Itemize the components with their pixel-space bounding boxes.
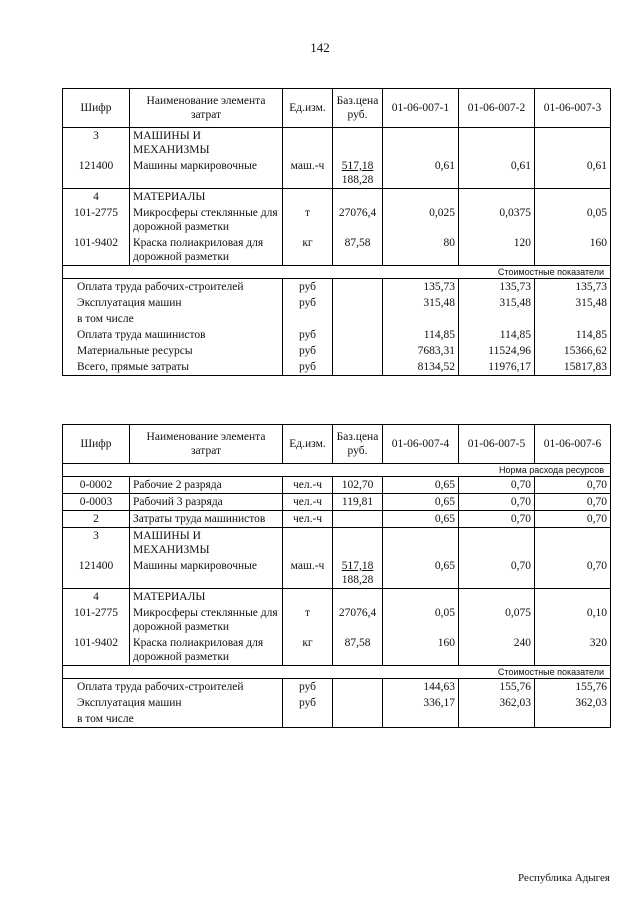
subheading-row — [63, 464, 611, 477]
table-row — [63, 235, 611, 266]
row-value-1: 0,65 — [383, 511, 459, 528]
section-code: 3 — [63, 128, 130, 159]
price-main: 517,18 — [341, 560, 374, 572]
row-value-2: 0,70 — [459, 511, 535, 528]
row-code: 121400 — [63, 158, 130, 189]
row-unit: маш.-ч — [283, 158, 333, 189]
row-value-2: 0,075 — [459, 605, 535, 635]
row-code: 101-2775 — [63, 605, 130, 635]
col-norm-2-header: 01-06-007-2 — [459, 89, 535, 128]
section-heading-row — [63, 128, 611, 159]
cost-row — [63, 279, 611, 296]
cost-value-3: 155,76 — [535, 679, 611, 696]
col-norm-6-header: 01-06-007-6 — [535, 425, 611, 464]
cost-value-1: 336,17 — [383, 695, 459, 711]
row-value-3: 0,10 — [535, 605, 611, 635]
cost-unit: руб — [283, 679, 333, 696]
footer-region: Республика Адыгея — [517, 872, 610, 884]
section-title: МАШИНЫ И МЕХАНИЗМЫ — [130, 528, 283, 559]
cost-row — [63, 343, 611, 359]
section-heading-row — [63, 589, 611, 606]
cost-value-2 — [459, 711, 535, 728]
row-value-3: 320 — [535, 635, 611, 666]
cost-value-3: 315,48 — [535, 295, 611, 311]
subheading-row — [63, 666, 611, 679]
table-row — [63, 494, 611, 511]
cost-value-3: 15366,62 — [535, 343, 611, 359]
section-title: МАТЕРИАЛЫ — [130, 189, 283, 206]
row-value-2: 0,70 — [459, 477, 535, 494]
page-number: 142 — [310, 40, 330, 55]
col-norm-1-header: 01-06-007-1 — [383, 89, 459, 128]
row-name: Краска полиакриловая для дорожной разметки — [130, 235, 283, 266]
row-value-2: 0,70 — [459, 494, 535, 511]
col-norm-5-header: 01-06-007-5 — [459, 425, 535, 464]
col-code-header: Шифр — [63, 425, 130, 464]
price-main: 517,18 — [341, 160, 374, 172]
row-code: 0-0003 — [63, 494, 130, 511]
cost-name: Оплата труда рабочих-строителей — [63, 279, 283, 296]
row-value-3: 0,70 — [535, 558, 611, 589]
col-price-header: Баз.цена руб. — [333, 425, 383, 464]
table-row — [63, 158, 611, 189]
cost-unit: руб — [283, 295, 333, 311]
cost-name: Оплата труда рабочих-строителей — [63, 679, 283, 696]
row-unit: т — [283, 605, 333, 635]
cost-value-2: 155,76 — [459, 679, 535, 696]
row-name: Микросферы стеклянные для дорожной разметки — [130, 605, 283, 635]
cost-value-1: 114,85 — [383, 327, 459, 343]
row-code: 2 — [63, 511, 130, 528]
row-price: 119,81 — [333, 494, 383, 511]
section-title: МАШИНЫ И МЕХАНИЗМЫ — [130, 128, 283, 159]
cost-value-3: 114,85 — [535, 327, 611, 343]
col-code-header: Шифр — [63, 89, 130, 128]
col-unit-header: Ед.изм. — [283, 425, 333, 464]
row-value-1: 80 — [383, 235, 459, 266]
row-price: 27076,4 — [333, 205, 383, 235]
cost-row — [63, 359, 611, 376]
row-name: Микросферы стеклянные для дорожной разметки — [130, 205, 283, 235]
row-name: Машины маркировочные — [130, 158, 283, 189]
row-unit: маш.-ч — [283, 558, 333, 589]
table-row — [63, 635, 611, 666]
cost-value-3 — [535, 711, 611, 728]
cost-value-2: 315,48 — [459, 295, 535, 311]
cost-row — [63, 311, 611, 327]
row-price — [333, 558, 383, 589]
cost-value-2: 11976,17 — [459, 359, 535, 376]
row-name: Машины маркировочные — [130, 558, 283, 589]
row-name: Рабочие 2 разряда — [130, 477, 283, 494]
subheading-row — [63, 266, 611, 279]
section-code: 4 — [63, 189, 130, 206]
row-value-1: 0,65 — [383, 558, 459, 589]
cost-value-2: 114,85 — [459, 327, 535, 343]
cost-unit — [283, 311, 333, 327]
cost-value-1 — [383, 311, 459, 327]
cost-unit: руб — [283, 343, 333, 359]
row-unit: кг — [283, 235, 333, 266]
row-value-2: 0,70 — [459, 558, 535, 589]
section-code: 3 — [63, 528, 130, 559]
cost-name: Эксплуатация машин — [63, 695, 283, 711]
cost-indicators-label: Стоимостные показатели — [63, 266, 611, 279]
cost-name: Всего, прямые затраты — [63, 359, 283, 376]
cost-indicators-label: Стоимостные показатели — [63, 666, 611, 679]
row-code: 121400 — [63, 558, 130, 589]
row-price: 27076,4 — [333, 605, 383, 635]
cost-value-3: 362,03 — [535, 695, 611, 711]
row-name: Краска полиакриловая для дорожной разметки — [130, 635, 283, 666]
cost-value-1: 8134,52 — [383, 359, 459, 376]
row-unit: чел.-ч — [283, 477, 333, 494]
row-code: 101-9402 — [63, 635, 130, 666]
col-unit-header: Ед.изм. — [283, 89, 333, 128]
row-unit: кг — [283, 635, 333, 666]
row-value-2: 0,61 — [459, 158, 535, 189]
table-header-row — [63, 425, 611, 464]
cost-row — [63, 295, 611, 311]
cost-name: Оплата труда машинистов — [63, 327, 283, 343]
section-code: 4 — [63, 589, 130, 606]
row-name: Затраты труда машинистов — [130, 511, 283, 528]
row-price: 102,70 — [333, 477, 383, 494]
row-value-1: 0,025 — [383, 205, 459, 235]
row-value-3: 0,70 — [535, 511, 611, 528]
section-heading-row — [63, 189, 611, 206]
cost-unit: руб — [283, 279, 333, 296]
row-value-3: 0,05 — [535, 205, 611, 235]
col-name-header: Наименование элемента затрат — [130, 89, 283, 128]
row-value-1: 0,65 — [383, 477, 459, 494]
cost-name: Материальные ресурсы — [63, 343, 283, 359]
row-name: Рабочий 3 разряда — [130, 494, 283, 511]
row-code: 101-9402 — [63, 235, 130, 266]
cost-value-2: 135,73 — [459, 279, 535, 296]
norms-table-1 — [62, 88, 611, 376]
cost-row — [63, 679, 611, 696]
cost-value-3: 15817,83 — [535, 359, 611, 376]
row-price: 87,58 — [333, 235, 383, 266]
cost-unit: руб — [283, 695, 333, 711]
row-unit: чел.-ч — [283, 494, 333, 511]
table-header-row — [63, 89, 611, 128]
row-value-1: 0,05 — [383, 605, 459, 635]
row-code: 101-2775 — [63, 205, 130, 235]
norms-table-2 — [62, 424, 611, 728]
table-row — [63, 477, 611, 494]
cost-value-3: 135,73 — [535, 279, 611, 296]
row-value-2: 240 — [459, 635, 535, 666]
cost-name: в том числе — [63, 711, 283, 728]
cost-value-2: 11524,96 — [459, 343, 535, 359]
row-unit: чел.-ч — [283, 511, 333, 528]
cost-value-2 — [459, 311, 535, 327]
col-norm-3-header: 01-06-007-3 — [535, 89, 611, 128]
row-price — [333, 158, 383, 189]
cost-unit — [283, 711, 333, 728]
cost-value-1: 315,48 — [383, 295, 459, 311]
cost-value-1: 144,63 — [383, 679, 459, 696]
row-value-2: 0,0375 — [459, 205, 535, 235]
row-value-3: 0,61 — [535, 158, 611, 189]
row-price — [333, 511, 383, 528]
cost-value-2: 362,03 — [459, 695, 535, 711]
row-value-3: 160 — [535, 235, 611, 266]
cost-name: Эксплуатация машин — [63, 295, 283, 311]
section-title: МАТЕРИАЛЫ — [130, 589, 283, 606]
cost-value-3 — [535, 311, 611, 327]
col-norm-4-header: 01-06-007-4 — [383, 425, 459, 464]
row-price: 87,58 — [333, 635, 383, 666]
cost-value-1: 7683,31 — [383, 343, 459, 359]
cost-value-1 — [383, 711, 459, 728]
row-value-1: 160 — [383, 635, 459, 666]
row-code: 0-0002 — [63, 477, 130, 494]
price-secondary: 188,28 — [341, 174, 374, 186]
col-name-header: Наименование элемента затрат — [130, 425, 283, 464]
cost-name: в том числе — [63, 311, 283, 327]
price-secondary: 188,28 — [341, 574, 374, 586]
table-row — [63, 205, 611, 235]
cost-row — [63, 327, 611, 343]
row-unit: т — [283, 205, 333, 235]
row-value-2: 120 — [459, 235, 535, 266]
row-value-3: 0,70 — [535, 477, 611, 494]
cost-row — [63, 695, 611, 711]
cost-unit: руб — [283, 359, 333, 376]
col-price-header: Баз.цена руб. — [333, 89, 383, 128]
row-value-1: 0,61 — [383, 158, 459, 189]
cost-row — [63, 711, 611, 728]
cost-value-1: 135,73 — [383, 279, 459, 296]
resource-norm-label: Норма расхода ресурсов — [63, 464, 611, 477]
cost-unit: руб — [283, 327, 333, 343]
table-row — [63, 605, 611, 635]
row-value-1: 0,65 — [383, 494, 459, 511]
section-heading-row — [63, 528, 611, 559]
table-row — [63, 511, 611, 528]
row-value-3: 0,70 — [535, 494, 611, 511]
table-row — [63, 558, 611, 589]
